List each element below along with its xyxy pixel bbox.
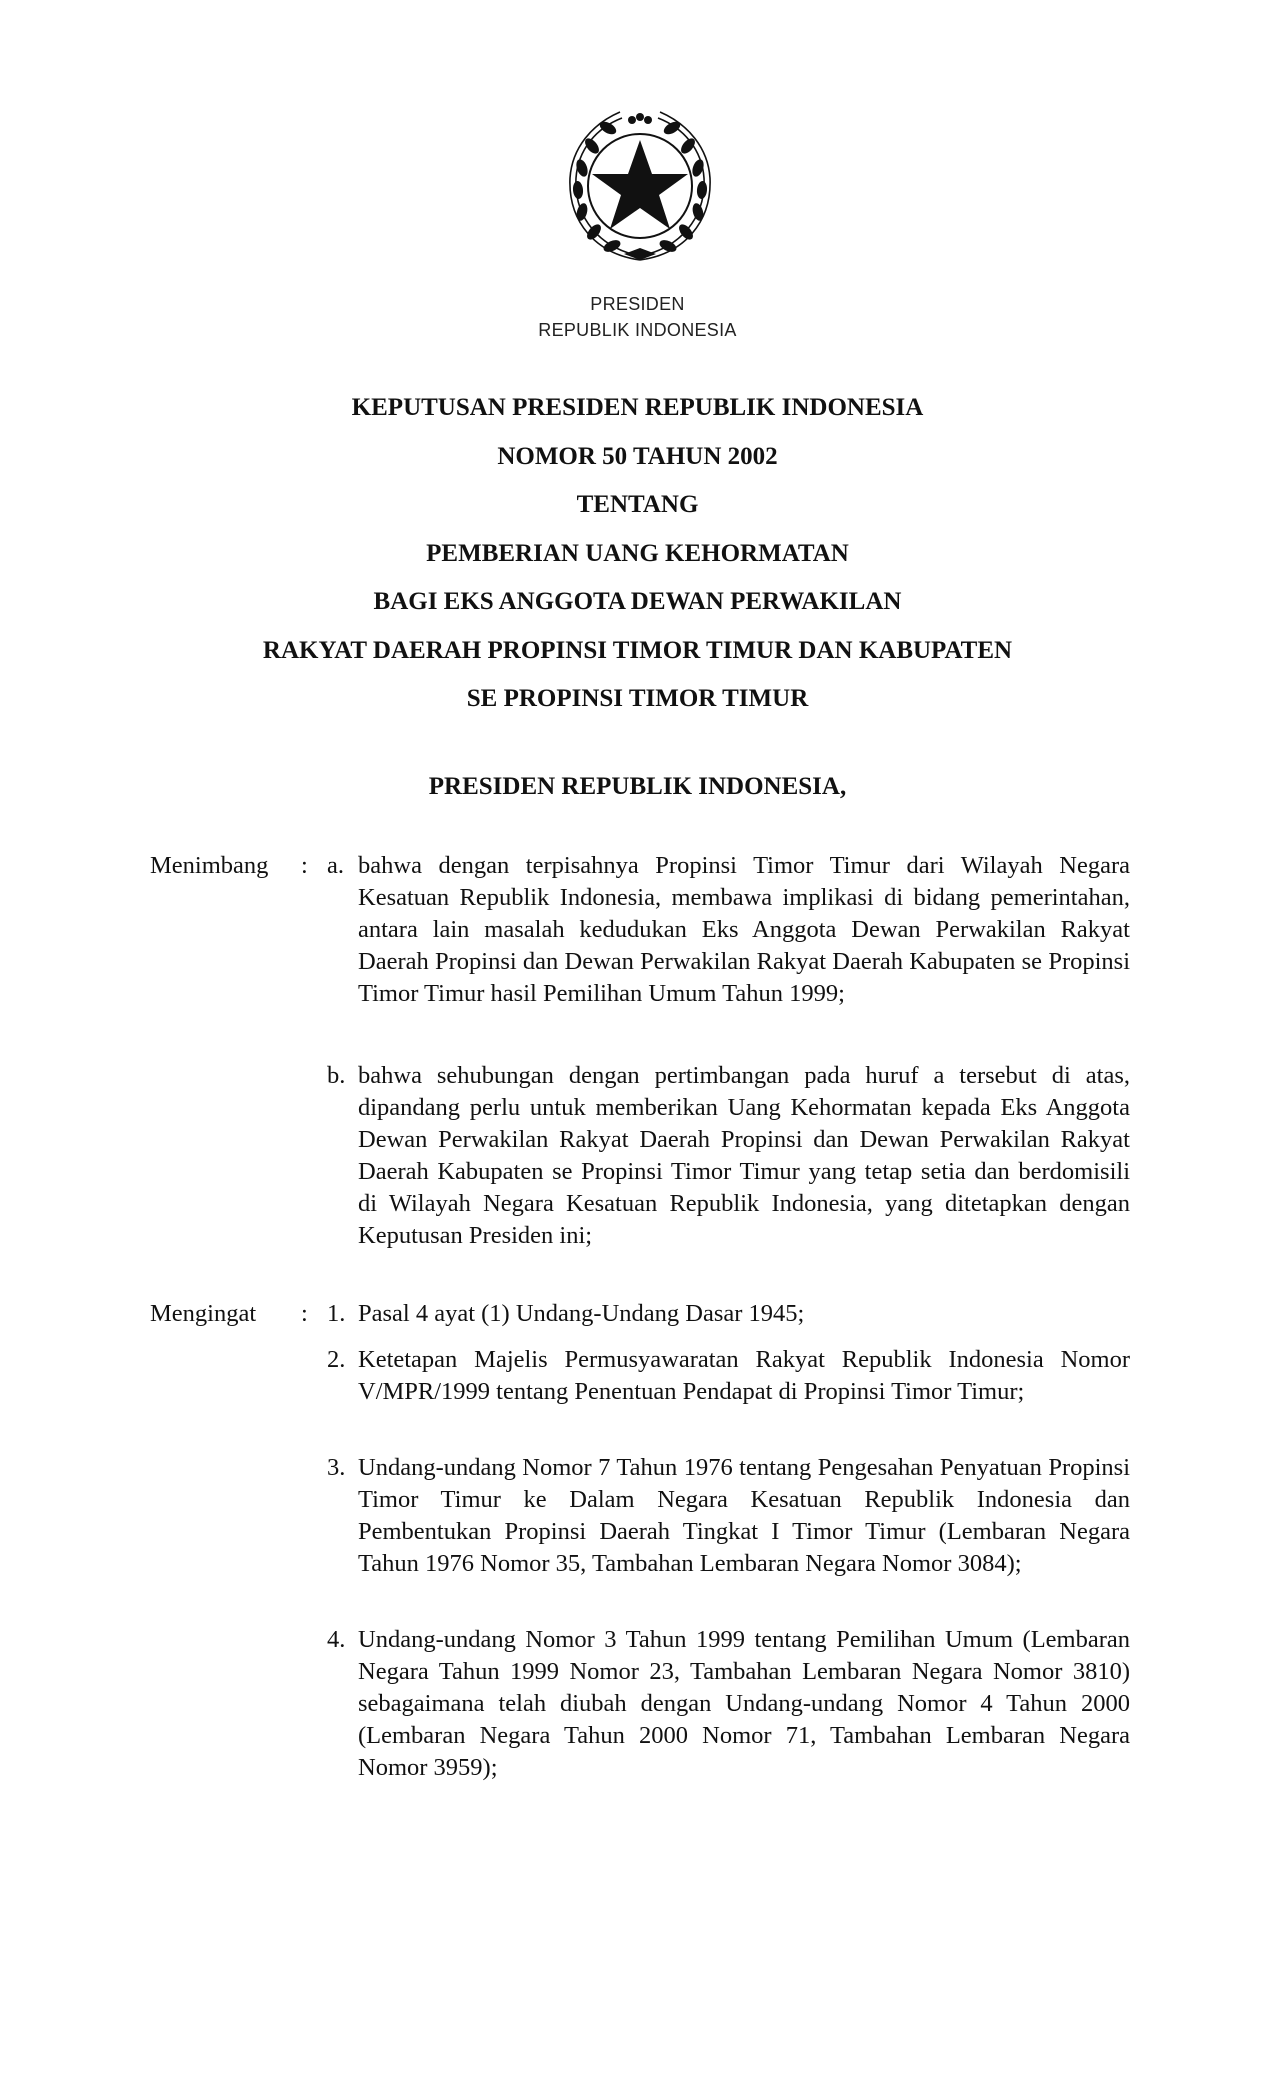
mengingat-label: Mengingat [150,1300,257,1327]
title-line: PEMBERIAN UANG KEHORMATAN [426,539,849,567]
item-text: Undang-undang Nomor 7 Tahun 1976 tentang Pengesahan Penyatuan Propinsi Timor Timur ke Dalam Negara Kesatuan Republik Indonesia dan Pembentukan Propinsi Daerah Tingkat I Timor Timur (Lembaran Negara Tahun 1976 Nomor 35, Tambahan Lembaran Negara Nomor 3084); [358,1454,1130,1577]
item-marker: 4. [327,1626,346,1653]
menimbang-label: Menimbang [150,852,269,879]
title-line: RAKYAT DAERAH PROPINSI TIMOR TIMUR DAN KABUPATEN [262,636,1013,664]
letterhead-line-1: PRESIDEN [590,294,685,314]
item-text: Ketetapan Majelis Permusyawaratan Rakyat Republik Indonesia Nomor V/MPR/1999 tentang Penentuan Pendapat di Propinsi Timor Timur; [358,1346,1130,1405]
state-emblem-icon [560,108,720,268]
item-text: Undang-undang Nomor 3 Tahun 1999 tentang Pemilihan Umum (Lembaran Negara Tahun 1999 Nomor 23, Tambahan Lembaran Negara Nomor 3810) sebagaimana telah diubah dengan Undang-undang Nomor 4 Tahun 2000 (Lembaran Negara Tahun 2000 Nomor 71, Tambahan Lembaran Negara Nomor 3959); [358,1626,1130,1781]
title-line: NOMOR 50 TAHUN 2002 [497,442,778,470]
document-title [0,384,1275,724]
mengingat-colon: : [301,1300,308,1327]
preamble: PRESIDEN REPUBLIK INDONESIA, [428,773,847,800]
item-marker: b. [327,1062,346,1089]
menimbang-colon: : [301,852,308,879]
item-text: bahwa dengan terpisahnya Propinsi Timor Timur dari Wilayah Negara Kesatuan Republik Indonesia, membawa implikasi di bidang pemerintahan, antara lain masalah kedudukan Eks Anggota Dewan Perwakilan Rakyat Daerah Propinsi dan Dewan Perwakilan Rakyat Daerah Kabupaten se Propinsi Timor Timur hasil Pemilihan Umum Tahun 1999; [358,852,1130,1007]
item-text: bahwa sehubungan dengan pertimbangan pada huruf a tersebut di atas, dipandang perlu untuk memberikan Uang Kehormatan kepada Eks Anggota Dewan Perwakilan Rakyat Daerah Propinsi dan Dewan Perwakilan Rakyat Daerah Kabupaten se Propinsi Timor Timur yang tetap setia dan berdomisili di Wilayah Negara Kesatuan Republik Indonesia, yang ditetapkan dengan Keputusan Presiden ini; [358,1062,1130,1249]
item-marker: a. [327,852,344,879]
title-line: BAGI EKS ANGGOTA DEWAN PERWAKILAN [373,588,902,615]
item-text: Pasal 4 ayat (1) Undang-Undang Dasar 1945; [358,1300,805,1327]
item-marker: 2. [327,1346,346,1373]
item-marker: 1. [327,1300,346,1327]
title-line: KEPUTUSAN PRESIDEN REPUBLIK INDONESIA [351,394,924,421]
title-line: SE PROPINSI TIMOR TIMUR [466,685,809,712]
title-line: TENTANG [576,491,699,518]
letterhead-line-2: REPUBLIK INDONESIA [538,320,737,340]
item-marker: 3. [327,1454,346,1481]
